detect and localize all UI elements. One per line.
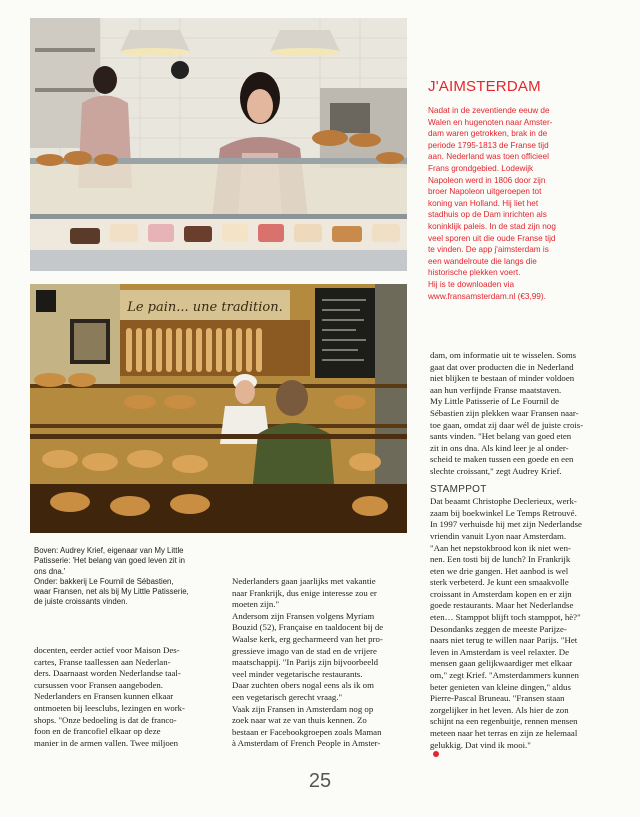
text-line: Vaak zijn Fransen in Amsterdam nog op bbox=[232, 703, 374, 714]
text-line: slechte croissant," zegt Audrey Krief. bbox=[430, 465, 562, 476]
text-line: eten… Stamppot blijft toch stamppot, hè?" bbox=[430, 612, 581, 623]
photo-caption bbox=[34, 546, 224, 608]
sidebar-line: www.fransamsterdam.nl (€3,99). bbox=[428, 291, 546, 301]
text-line: docenten, eerder actief voor Maison Des- bbox=[34, 645, 180, 655]
sidebar-line: historische plekken voert. bbox=[428, 268, 521, 278]
caption-line: Onder: bakkerij Le Fournil de Sébastien, bbox=[34, 576, 174, 586]
column-3-part-b bbox=[430, 496, 583, 739]
text-line: gaat dat over producten die in Nederland bbox=[430, 361, 574, 372]
text-line: meteen naar het terras en zijn ze helemaal bbox=[430, 728, 578, 738]
sidebar-line: te vinden. De app j'aimsterdam is bbox=[428, 245, 549, 255]
text-line: naars niet terug te willen naar Parijs. "Het bbox=[430, 635, 578, 646]
text-line: niet blijken te bestaan of minder voldoen bbox=[430, 373, 575, 384]
last-line bbox=[430, 740, 583, 758]
text-line: een vegetarisch gerecht vraag." bbox=[232, 691, 343, 702]
text-line: vriendin vanuit Lyon naar Amsterdam. bbox=[430, 530, 567, 541]
last-line-text: gelukkig. Dat vind ik mooi." bbox=[430, 739, 531, 750]
text-line: scheid te maken tussen een goede en een bbox=[430, 454, 574, 465]
text-line: sterk verbeterd. Je kunt een smaakvolle bbox=[430, 577, 569, 588]
sidebar-line: broer Napoleon uitgeroepen tot bbox=[428, 187, 542, 197]
sidebar-line: koning van Holland. Hij liet het bbox=[428, 198, 539, 208]
caption-line: ons dna.' bbox=[34, 566, 66, 576]
text-line: zoek naar wat ze van thuis kennen. Zo bbox=[232, 715, 367, 726]
text-line: cursussen voor Fransen aangeboden. bbox=[34, 679, 163, 690]
text-line: Sébastien zijn plekken waar Fransen naar- bbox=[430, 407, 579, 418]
text-line: maatschappij. "In Parijs zijn bijvoorbeeld bbox=[232, 657, 379, 668]
page-number: 25 bbox=[308, 770, 332, 792]
sidebar-line: periode 1795-1813 de Franse tijd bbox=[428, 140, 549, 150]
sidebar-line: Nadat in de zeventiende eeuw de bbox=[428, 106, 550, 115]
text-line: sants vinden. "Het belang van goed eten bbox=[430, 431, 572, 442]
sidebar-line: aan. Nederland was toen officieel bbox=[428, 152, 549, 162]
sidebar-line: Napoleon werd in 1806 door zijn bbox=[428, 175, 546, 185]
text-line: Bouzid (52), Française en taaldocent bij de bbox=[232, 622, 384, 633]
text-line: zorgelijker in het leven. Als hier de zon bbox=[430, 704, 569, 715]
body-column-2 bbox=[232, 576, 383, 750]
text-line: Nederlanders en Fransen kunnen elkaar bbox=[34, 691, 174, 702]
sidebar-title: J'AIMSTERDAM bbox=[428, 78, 541, 95]
text-line: moeten zijn." bbox=[232, 599, 280, 610]
text-line: gressieve imago van de stad en de vrijere bbox=[232, 645, 377, 656]
text-line: ders. Daarnaast worden Nederlandse taal- bbox=[34, 668, 181, 679]
text-line: Waalse kerk, erg gecharmeerd van het pro- bbox=[232, 633, 383, 644]
bakery-sign: Le pain... une tradition. bbox=[127, 300, 283, 315]
sidebar-line: Hij is te downloaden via bbox=[428, 279, 515, 289]
text-line: foon en de francofiel elkaar op deze bbox=[34, 726, 161, 737]
caption-line: waar Fransen, net als bij My Little Patisserie, bbox=[34, 587, 189, 597]
sidebar-body bbox=[428, 105, 608, 302]
sidebar-line: Frans grondgebied. Lodewijk bbox=[428, 163, 534, 173]
text-line: mensen gaan gelijkwaardiger met elkaar bbox=[430, 658, 573, 669]
sidebar-jaimsterdam bbox=[428, 78, 608, 302]
text-line: ontmoeten bij leesclubs, lezingen en work- bbox=[34, 702, 185, 713]
text-line: Desondanks zeggen de meeste Parijze- bbox=[430, 623, 567, 634]
text-line: bestaan er Facebookgroepen zoals Maman bbox=[232, 726, 382, 737]
sidebar-line: een wandelroute die langs die bbox=[428, 256, 537, 266]
sidebar-line: stadhuis op de Dam inrichten als bbox=[428, 210, 547, 220]
text-line: "Aan het nepstokbrood kon ik niet wen- bbox=[430, 542, 571, 553]
text-line: zaam bij boekwinkel Le Temps Retrouvé. bbox=[430, 507, 577, 518]
text-line: dam, om informatie uit te wisselen. Soms bbox=[430, 350, 577, 360]
text-line: nen. Een tosti bij de lunch? In Frankrijk bbox=[430, 554, 571, 565]
column-3-part-a bbox=[430, 350, 583, 478]
text-line: Pierre-Pascal Bruneau. "Fransen staan bbox=[430, 693, 565, 704]
caption-line: Boven: Audrey Krief, eigenaar van My Little bbox=[34, 546, 184, 555]
subhead-stamppot: STAMPPOT bbox=[430, 483, 487, 495]
text-line: In 1997 verhuisde hij met zijn Nederlandse bbox=[430, 519, 582, 530]
text-line: zit in ons dna. Als kind leer je al onder- bbox=[430, 442, 569, 453]
photo-patisserie bbox=[30, 18, 407, 271]
text-line: Andersom zijn Fransen volgens Myriam bbox=[232, 610, 375, 621]
sidebar-line: dam waren getrokken, brak in de bbox=[428, 129, 548, 139]
text-line: goede restaurants. Maar het Nederlandse bbox=[430, 600, 574, 611]
body-column-3 bbox=[430, 350, 583, 757]
sidebar-line: veel sporen uit die oude Franse tijd bbox=[428, 233, 556, 243]
text-line: leven in Amsterdam is veel relaxter. De bbox=[430, 646, 569, 657]
text-line: croissant in Amsterdam kopen en er zijn bbox=[430, 588, 572, 599]
text-line: aan hun verfijnde Franse maatstaven. bbox=[430, 384, 562, 395]
end-mark-icon bbox=[433, 751, 439, 757]
text-line: Daar zuchten obers nogal eens als ik om bbox=[232, 680, 374, 691]
text-line: beter genieten van kleine dingen," aldus bbox=[430, 681, 571, 692]
photo-bakery bbox=[30, 284, 407, 533]
text-line: Nederlanders gaan jaarlijks met vakantie bbox=[232, 576, 376, 586]
text-line: Dat beaamt Christophe Declerieux, werk- bbox=[430, 496, 577, 507]
sidebar-line: koninklijk paleis. In de stad zijn nog bbox=[428, 221, 556, 231]
text-line: schijnt na een regenbuitje, rennen mensen bbox=[430, 716, 578, 727]
sidebar-line: Walen en hugenoten naar Amster- bbox=[428, 117, 553, 127]
text-line: naar Frankrijk, dus enige interesse zou er bbox=[232, 587, 377, 598]
text-line: à Amsterdam of French People in Amster- bbox=[232, 738, 381, 749]
caption-line: de juiste croissants vinden. bbox=[34, 597, 128, 607]
text-line: cartes, Franse taallessen aan Nederlan- bbox=[34, 656, 171, 667]
body-column-1 bbox=[34, 645, 185, 749]
text-line: toe gaan, omdat zij daar wél de juiste crois- bbox=[430, 419, 584, 430]
text-line: veel minder vegetarische restaurants. bbox=[232, 668, 363, 679]
text-line: shops. "Onze bedoeling is dat de franco- bbox=[34, 714, 177, 725]
text-line: om," zegt Krief. "Amsterdammers kunnen bbox=[430, 670, 579, 681]
text-line: eten we drie gangen. Het aanbod is wel bbox=[430, 565, 569, 576]
caption-line: Patisserie: 'Het belang van goed leven zit in bbox=[34, 556, 186, 566]
text-line: My Little Patisserie of Le Fournil de bbox=[430, 396, 559, 407]
text-line: manier in de armen vallen. Twee miljoen bbox=[34, 737, 179, 748]
